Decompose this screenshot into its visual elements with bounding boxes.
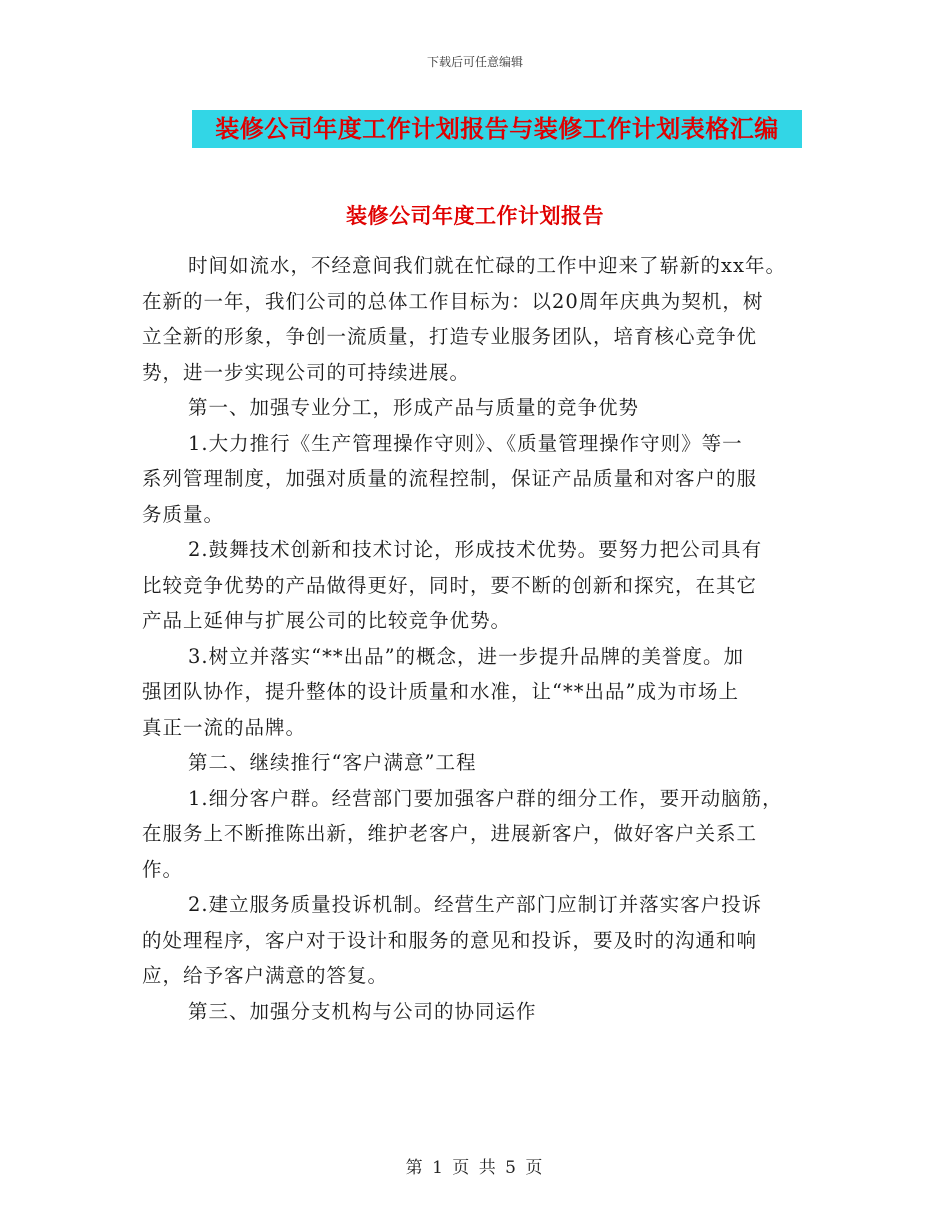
main-title-highlight <box>192 110 802 148</box>
body-paragraph <box>142 248 832 390</box>
paragraph-line: 立全新的形象，争创一流质量，打造专业服务团队，培育核心竞争优 <box>142 325 758 348</box>
paragraph-line: 1.细分客户群。经营部门要加强客户群的细分工作，要开动脑筋， <box>188 786 783 810</box>
paragraph-line: 2.鼓舞技术创新和技术讨论，形成技术优势。要努力把公司具有 <box>188 538 763 561</box>
body-paragraph <box>142 887 832 994</box>
page-header-note: 下载后可任意编辑 <box>426 55 523 69</box>
paragraph-line: 第二、继续推行“客户满意”工程 <box>188 751 477 774</box>
main-title: 装修公司年度工作计划报告与装修工作计划表格汇编 <box>215 114 779 143</box>
paragraph-line: 强团队协作，提升整体的设计质量和水准，让“**出品”成为市场上 <box>142 680 739 703</box>
body-paragraph <box>142 426 832 533</box>
body-paragraph <box>142 781 832 888</box>
document-body <box>142 248 832 1029</box>
paragraph-line: 第一、加强专业分工，形成产品与质量的竞争优势 <box>188 396 640 419</box>
paragraph-line: 比较竞争优势的产品做得更好，同时，要不断的创新和探究，在其它 <box>142 573 758 597</box>
paragraph-line: 在新的一年，我们公司的总体工作目标为：以20周年庆典为契机，树 <box>142 289 764 313</box>
paragraph-line: 真正一流的品牌。 <box>142 715 307 739</box>
page-number-footer: 第 1 页 共 5 页 <box>405 1158 545 1178</box>
paragraph-line: 作。 <box>142 857 184 881</box>
body-paragraph <box>142 639 832 746</box>
paragraph-line: 的处理程序，客户对于设计和服务的意见和投诉，要及时的沟通和响 <box>142 928 758 952</box>
paragraph-line: 1.大力推行《生产管理操作守则》、《质量管理操作守则》等一 <box>188 431 743 455</box>
paragraph-line: 在服务上不断推陈出新，维护老客户，进展新客户，做好客户关系工 <box>142 822 758 845</box>
paragraph-line: 2.建立服务质量投诉机制。经营生产部门应制订并落实客户投诉 <box>188 893 763 916</box>
body-paragraph <box>142 390 832 426</box>
body-paragraph <box>142 994 832 1030</box>
sub-title: 装修公司年度工作计划报告 <box>346 203 604 228</box>
paragraph-line: 势，进一步实现公司的可持续进展。 <box>142 360 471 384</box>
body-paragraph <box>142 532 832 639</box>
paragraph-line: 产品上延伸与扩展公司的比较竞争优势。 <box>142 609 512 632</box>
paragraph-line: 时间如流水，不经意间我们就在忙碌的工作中迎来了崭新的xx年。 <box>188 254 786 277</box>
paragraph-line: 3.树立并落实“**出品”的概念，进一步提升品牌的美誉度。加 <box>188 644 745 668</box>
paragraph-line: 第三、加强分支机构与公司的协同运作 <box>188 999 537 1023</box>
body-paragraph <box>142 745 832 781</box>
paragraph-line: 务质量。 <box>142 502 225 526</box>
paragraph-line: 系列管理制度，加强对质量的流程控制，保证产品质量和对客户的服 <box>142 467 758 490</box>
paragraph-line: 应，给予客户满意的答复。 <box>142 964 389 987</box>
